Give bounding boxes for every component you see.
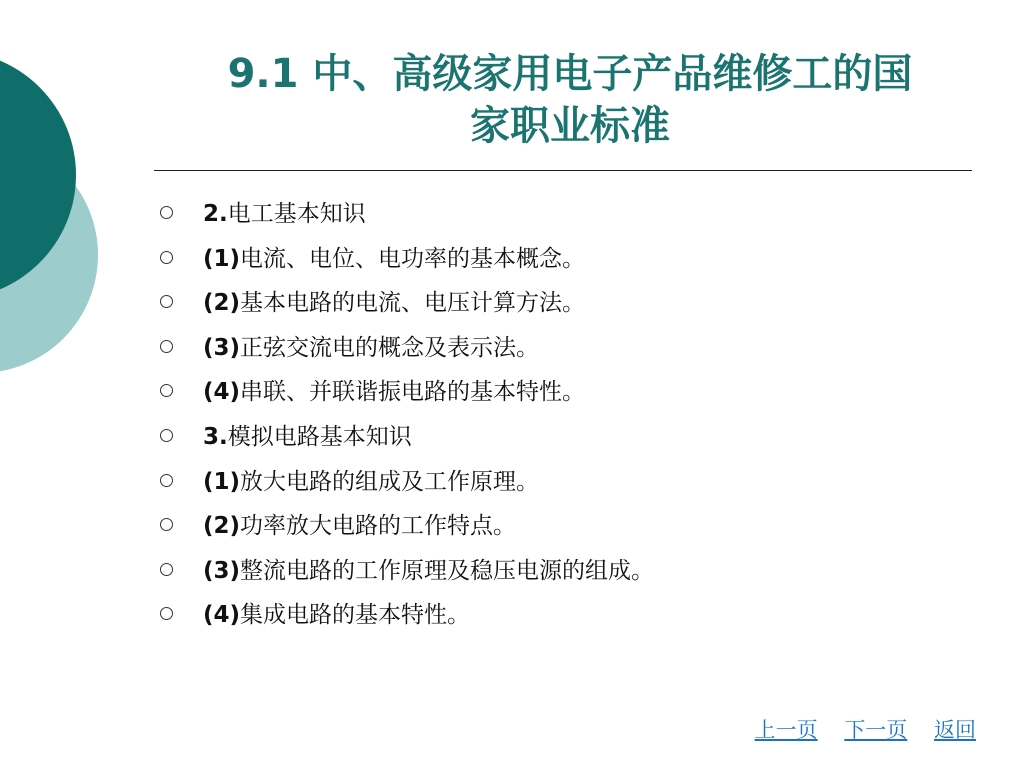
item-text: 正弦交流电的概念及表示法。 (240, 334, 540, 361)
item-text: 功率放大电路的工作特点。 (240, 513, 517, 540)
item-number: 2. (203, 201, 228, 227)
bullet-circle-icon (160, 384, 173, 397)
item-number: (1) (203, 245, 241, 272)
item-text: 电工基本知识 (227, 201, 366, 227)
prev-page-link[interactable]: 上一页 (754, 718, 818, 742)
list-item (160, 508, 654, 553)
title-line-1: 9.1 中、高级家用电子产品维修工的国 (227, 51, 913, 97)
list-item (160, 553, 654, 598)
bullet-circle-icon (160, 563, 173, 576)
bullet-circle-icon (160, 295, 173, 308)
item-number: (1) (203, 468, 241, 495)
bullet-circle-icon (160, 429, 173, 442)
bullet-circle-icon (160, 340, 173, 353)
decorative-circles (0, 0, 110, 420)
bullet-list (160, 196, 654, 642)
item-number: (4) (203, 602, 241, 629)
bullet-circle-icon (160, 518, 173, 531)
bullet-circle-icon (160, 474, 173, 487)
item-text: 模拟电路基本知识 (227, 423, 412, 450)
list-item (160, 374, 654, 419)
item-number: (3) (203, 334, 241, 361)
item-text: 电流、电位、电功率的基本概念。 (240, 245, 586, 272)
item-text: 基本电路的电流、电压计算方法。 (240, 290, 586, 317)
list-item (160, 597, 654, 642)
list-item (160, 419, 654, 464)
title-divider (154, 170, 972, 171)
back-link[interactable]: 返回 (934, 718, 976, 742)
item-number: (2) (203, 290, 241, 317)
title-line-2: 家职业标准 (470, 103, 670, 149)
list-item (160, 330, 654, 375)
list-item (160, 464, 654, 509)
item-number: (3) (203, 557, 241, 584)
slide-navigation (735, 714, 976, 744)
slide-title (150, 48, 990, 152)
bullet-circle-icon (160, 206, 173, 219)
next-page-link[interactable]: 下一页 (844, 718, 908, 742)
item-number: (4) (203, 379, 241, 406)
list-item (160, 241, 654, 286)
bullet-circle-icon (160, 251, 173, 264)
list-item (160, 196, 654, 241)
item-text: 串联、并联谐振电路的基本特性。 (240, 379, 586, 406)
item-text: 集成电路的基本特性。 (240, 602, 471, 629)
bullet-circle-icon (160, 607, 173, 620)
item-text: 放大电路的组成及工作原理。 (240, 468, 540, 495)
list-item (160, 285, 654, 330)
item-text: 整流电路的工作原理及稳压电源的组成。 (240, 557, 655, 584)
item-number: 3. (203, 423, 228, 450)
item-number: (2) (203, 513, 241, 540)
